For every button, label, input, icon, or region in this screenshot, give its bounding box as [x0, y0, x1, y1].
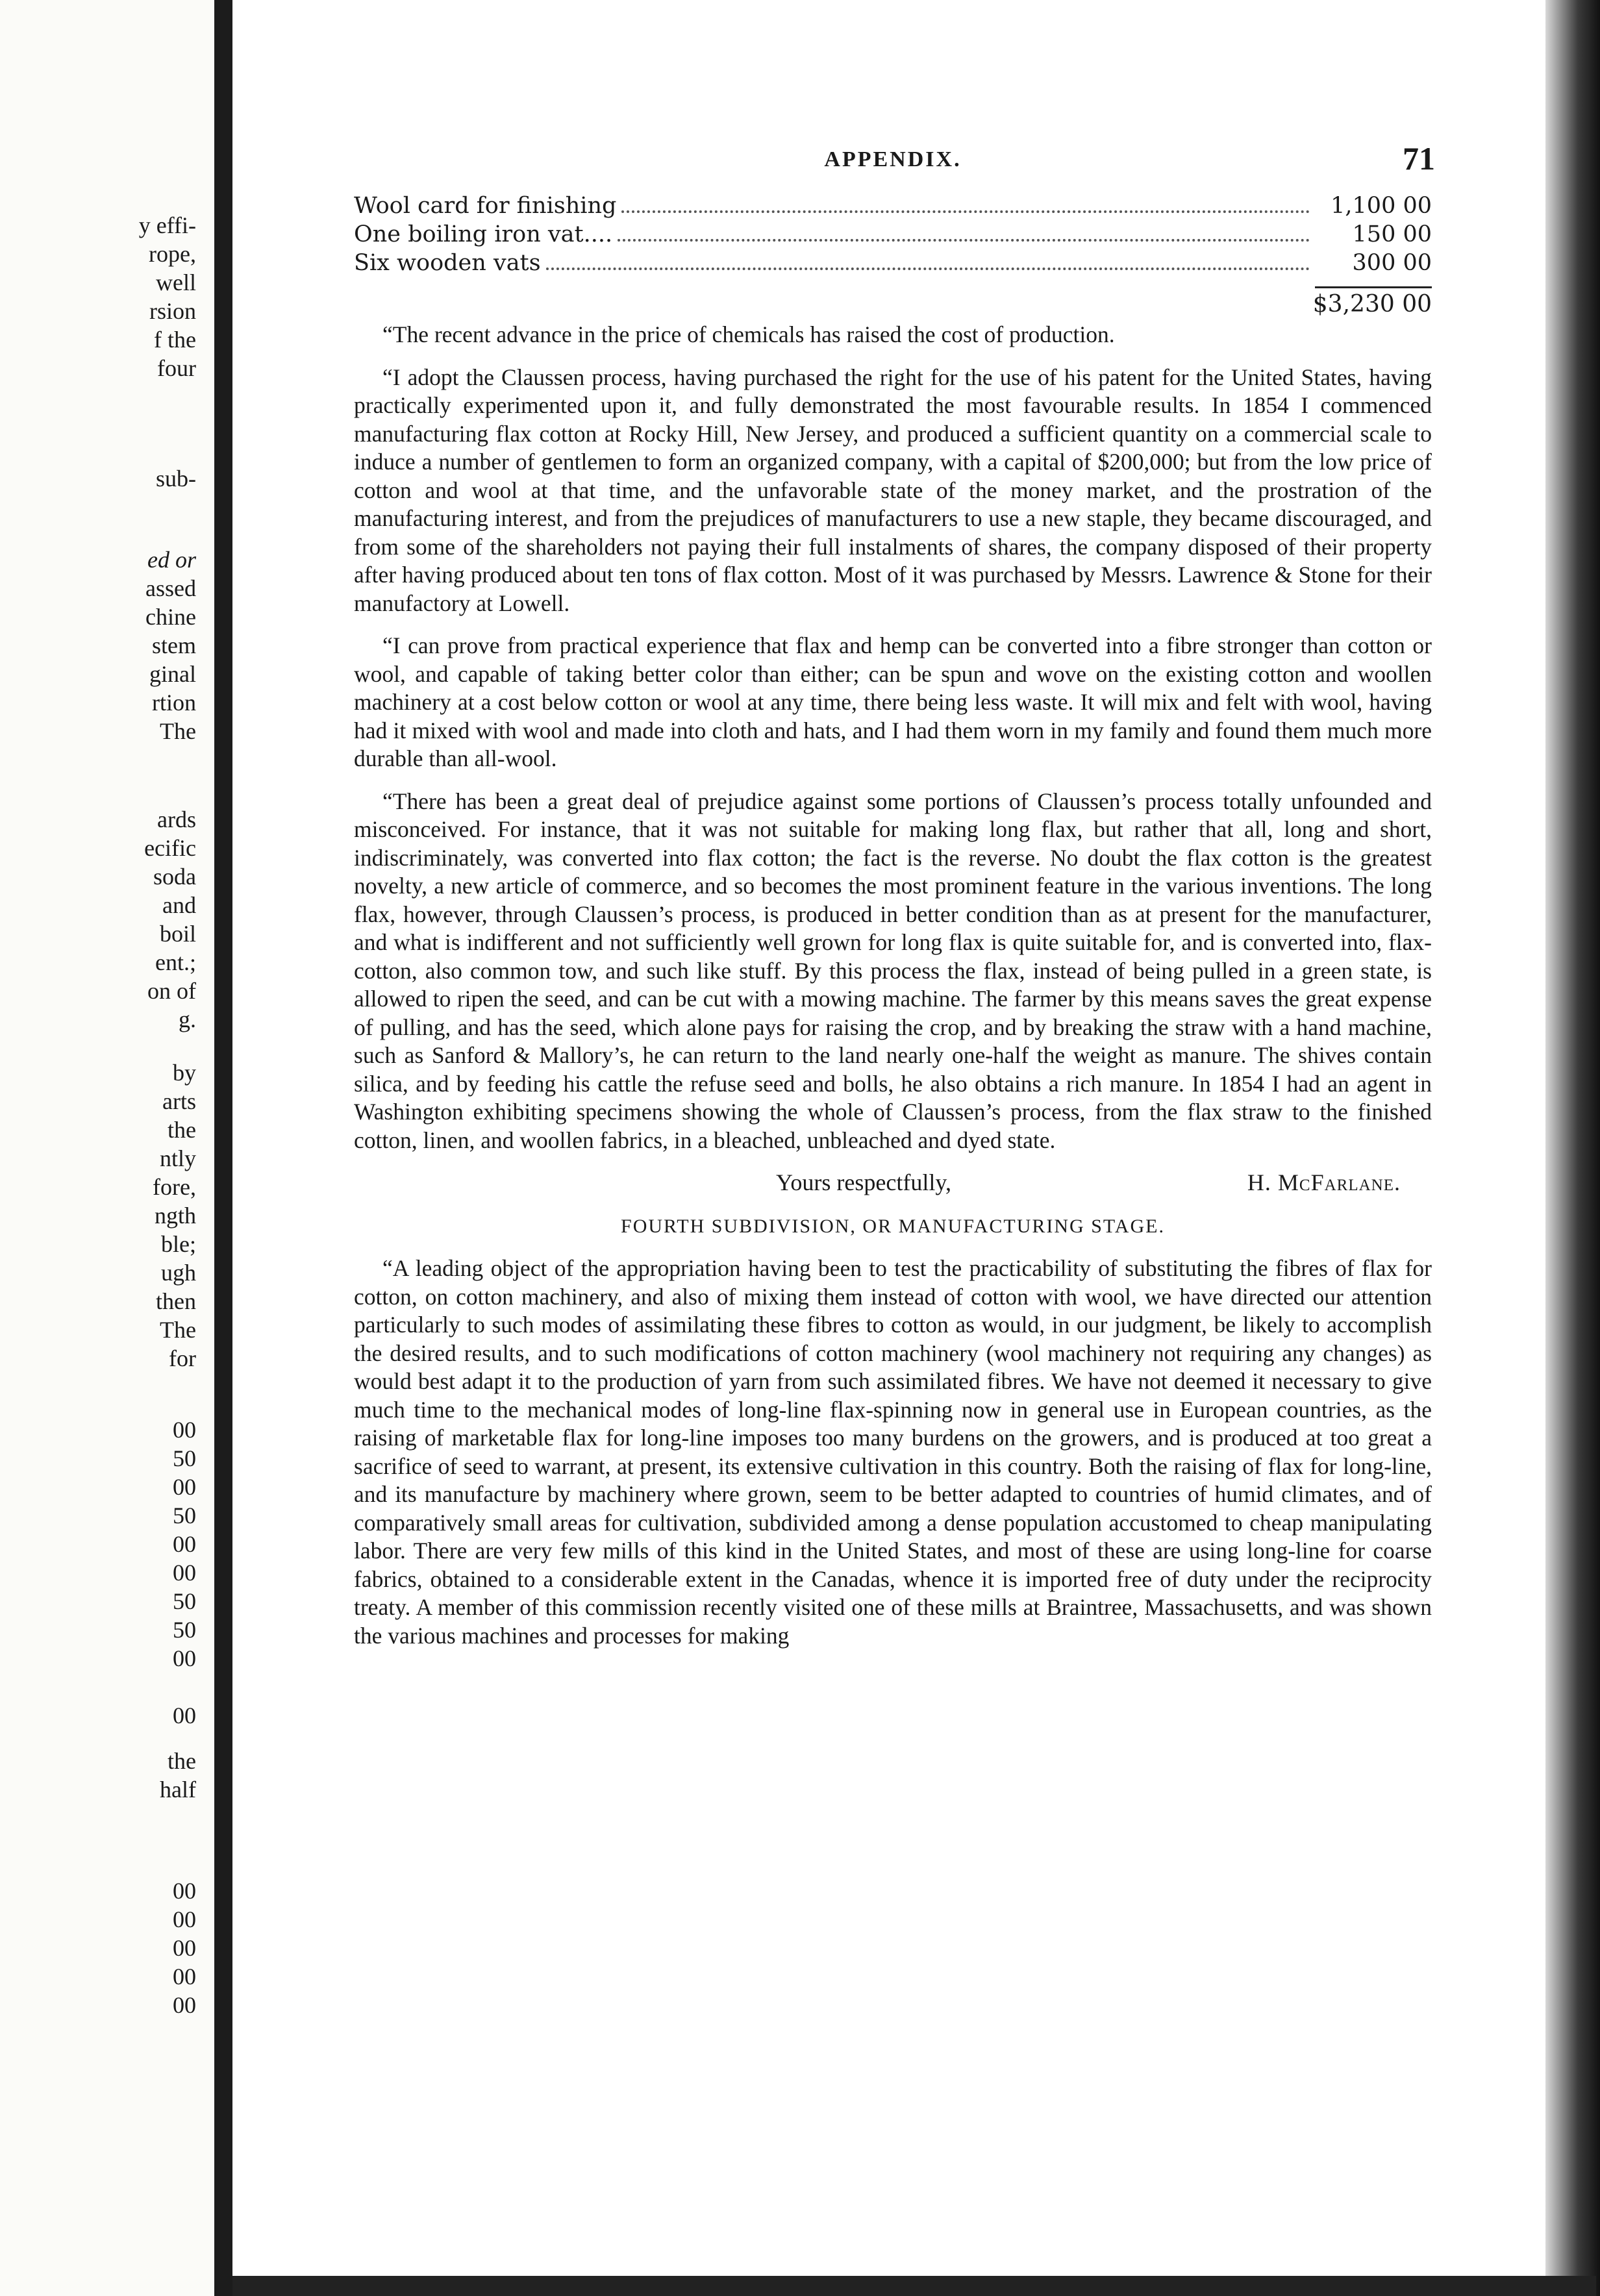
facing-page-fragment: 50 — [173, 1503, 196, 1529]
report-paragraph: “A leading object of the appropriation having been to test the practicability of substituting the fibres of flax for cotton, on cotton machinery, and also of mixing them instead of cotton with wool, we have directed our attention particularly to such modes of assimilating these fibres to cotton as would, in our judgment, be likely to accomplish the desired results, and to such modifications of cotton machinery (wool machinery not requiring any changes) as would best adapt it to the production of yarn from such assimilated fibres. We have not deemed it necessary to give much time to the mechanical modes of long-line flax-spinning now in general use in European countries, as the raising of marketable flax for long-line imposes too many burdens on the growers, and is produced at too great a sacrifice of seed to warrant, at present, its extensive cultivation in this country. Both the raising of flax for long-line, and its manufacture by machinery where grown, seem to be better adapted to countries of humid climates, and of comparatively small areas for cultivation, subdivided among a dense population accustomed to cheap manipulating labor. There are very few mills of this kind in the United States, and most of these are using long-line for coarse fabrics, obtained to a considerable extent in the Canadas, whence it is imported free of duty under the reciprocity treaty. A member of this commission recently visited one of these mills at Braintree, Massachusetts, and was shown the various machines and processes for making — [354, 1255, 1432, 1649]
facing-page-fragment: 00 — [173, 1964, 196, 1990]
ledger-row — [354, 220, 1432, 249]
ledger-item-amount: 1,100 00 — [1331, 193, 1432, 219]
facing-page-fragment: sub- — [156, 466, 196, 492]
facing-page-fragment: soda — [153, 864, 196, 890]
facing-page-fragment: then — [156, 1288, 196, 1314]
facing-page-fragment: 00 — [173, 1878, 196, 1904]
facing-page-fragment: rsion — [149, 298, 196, 324]
facing-page-fragment: 50 — [173, 1445, 196, 1471]
facing-page-fragment: rtion — [152, 690, 196, 716]
facing-page-fragment: 00 — [173, 1645, 196, 1671]
facing-page-fragment: ards — [157, 806, 196, 832]
letter-paragraph: “I can prove from practical experience that flax and hemp can be converted into a fibre stronger than cotton or wool, and capable of taking better color than either; can be spun and wove on the existing cotton and woollen machinery at a cost below cotton or wool at any time, there being less waste. It will mix and felt with wool, having had it mixed with wool and made into cloth and hats, and I had them worn in my family and found them much more durable than all-wool. — [354, 632, 1432, 771]
facing-page-fragment: chine — [145, 604, 196, 630]
facing-page-fragment: f the — [154, 327, 196, 353]
facing-page-fragment: rope, — [149, 241, 196, 267]
facing-page-fragment: for — [169, 1345, 196, 1371]
facing-page-fragment: fore, — [153, 1174, 196, 1200]
letter-closing — [354, 1169, 1432, 1201]
facing-page-fragment: by — [173, 1060, 196, 1086]
facing-page-fragment: ecific — [144, 835, 196, 861]
letter-paragraph: “The recent advance in the price of chemicals has raised the cost of production. — [382, 321, 1115, 347]
facing-page-fragment: stem — [152, 632, 196, 658]
facing-page-fragment: y effi- — [138, 212, 196, 238]
facing-page-fragment: ble; — [161, 1231, 196, 1257]
letter-paragraph: “I adopt the Claussen process, having purchased the right for the use of his patent for the United States, having practically experimented upon it, and fully demonstrated the most favourable results. In 1854 I commenced manufacturing flax cotton at Rocky Hill, New Jersey, and produced a sufficient quantity on a commercial scale to induce a number of gentlemen to form an organized company, with a capital of $200,000; but from the low price of cotton and wool at that time, and the unfavorable state of the money market, and the prostration of the manufacturing interest, and from the prejudices of manufacturers to use a new staple, they became discouraged, and from some of the shareholders not paying their full instalments of shares, the company disposed of their property after having produced about ten tons of flax cotton. Most of it was purchased by Messrs. Lawrence & Stone for their manufactory at Lowell. — [354, 364, 1432, 616]
ledger-item-label: One boiling iron vat.... — [354, 221, 613, 247]
book-gutter — [214, 0, 232, 2296]
facing-page-fragment: 50 — [173, 1588, 196, 1614]
facing-page-fragment: 00 — [173, 1531, 196, 1557]
ledger-row — [354, 249, 1432, 277]
signature: H. McFarlane. — [1247, 1169, 1401, 1195]
leader-dots — [546, 268, 1310, 270]
page-header — [354, 140, 1435, 185]
facing-page-fragment: 00 — [173, 1906, 196, 1932]
ledger-item-amount: 300 00 — [1352, 250, 1432, 276]
section-heading: FOURTH SUBDIVISION, OR MANUFACTURING STAGE. — [621, 1216, 1165, 1237]
facing-page-fragment: ntly — [159, 1145, 196, 1171]
facing-page-fragment: the — [168, 1748, 196, 1774]
facing-page-fragment: on of — [147, 978, 196, 1004]
facing-page-fragment: boil — [159, 921, 196, 947]
ledger-item-label: Wool card for finishing — [354, 193, 617, 219]
ledger-item-label: Six wooden vats — [354, 250, 541, 276]
letter-paragraph: “There has been a great deal of prejudice against some portions of Claussen’s process totally unfounded and misconceived. For instance, that it was not suitable for making long flax, but rather that all, long and short, indiscriminately, was converted into flax cotton; the fact is the reverse. No doubt the flax cotton is the greatest novelty, a new article of commerce, and so becomes the most prominent feature in the various inventions. The long flax, however, through Claussen’s process, is produced in better condition than as at present for the manufacturer, and what is indifferent and not sufficiently well grown for long flax is quite suitable for, and is converted into, flax-cotton, also common tow, and such like stuff. By this process the flax, instead of being pulled in a green state, is allowed to ripen the seed, and can be cut with a mowing machine. The farmer by this means saves the great expense of pulling, and has the seed, which alone pays for raising the crop, and by breaking the straw with a hand machine, such as Sanford & Mallory’s, he can return to the land nearly one-half the weight as manure. The shives contain silica, and by feeding his cattle the refuse seed and bolls, he also obtains a rich manure. In 1854 I had an agent in Washington exhibiting specimens showing the whole of Claussen’s process, from the flax straw to the finished cotton, linen, and woollen fabrics, in a bleached, unbleached and dyed state. — [354, 788, 1432, 1153]
facing-page-fragment: 00 — [173, 1474, 196, 1500]
facing-page-fragment: 00 — [173, 1935, 196, 1961]
facing-page-fragment: ginal — [149, 661, 196, 687]
bottom-edge-shadow — [232, 2276, 1596, 2296]
facing-page-fragment: 00 — [173, 1992, 196, 2018]
facing-page-fragment: The — [160, 718, 196, 744]
facing-page-fragment: well — [156, 269, 196, 295]
facing-page-fragment: four — [157, 355, 196, 381]
ledger-total: $3,230 00 — [1312, 291, 1432, 318]
facing-page-fragment: ent.; — [155, 949, 196, 975]
ledger-row — [354, 192, 1432, 220]
facing-page-fragment: 00 — [173, 1703, 196, 1728]
ledger-item-amount: 150 00 — [1352, 221, 1432, 247]
facing-page-fragment: ngth — [154, 1203, 196, 1229]
page-number: 71 — [1403, 140, 1435, 177]
cost-ledger — [354, 192, 1432, 321]
facing-page-edge — [0, 0, 214, 2296]
page-edge-shadow — [1545, 0, 1600, 2296]
facing-page-fragment: ed or — [147, 547, 196, 573]
leader-dots — [621, 210, 1310, 213]
facing-page-fragment: 00 — [173, 1417, 196, 1443]
salutation: Yours respectfully, — [776, 1169, 951, 1195]
facing-page-fragment: half — [160, 1777, 196, 1803]
running-head: APPENDIX. — [824, 147, 962, 171]
facing-page-fragment: 50 — [173, 1617, 196, 1643]
facing-page-fragment: 00 — [173, 1560, 196, 1586]
facing-page-fragment: and — [162, 892, 196, 918]
facing-page-fragment: arts — [162, 1088, 196, 1114]
facing-page-fragment: the — [168, 1117, 196, 1143]
facing-page-fragment: g. — [179, 1006, 196, 1032]
page-71 — [354, 140, 1435, 1664]
facing-page-fragment: assed — [145, 575, 196, 601]
leader-dots — [618, 239, 1310, 242]
facing-page-fragment: The — [160, 1317, 196, 1343]
facing-page-fragment: ugh — [161, 1260, 196, 1286]
